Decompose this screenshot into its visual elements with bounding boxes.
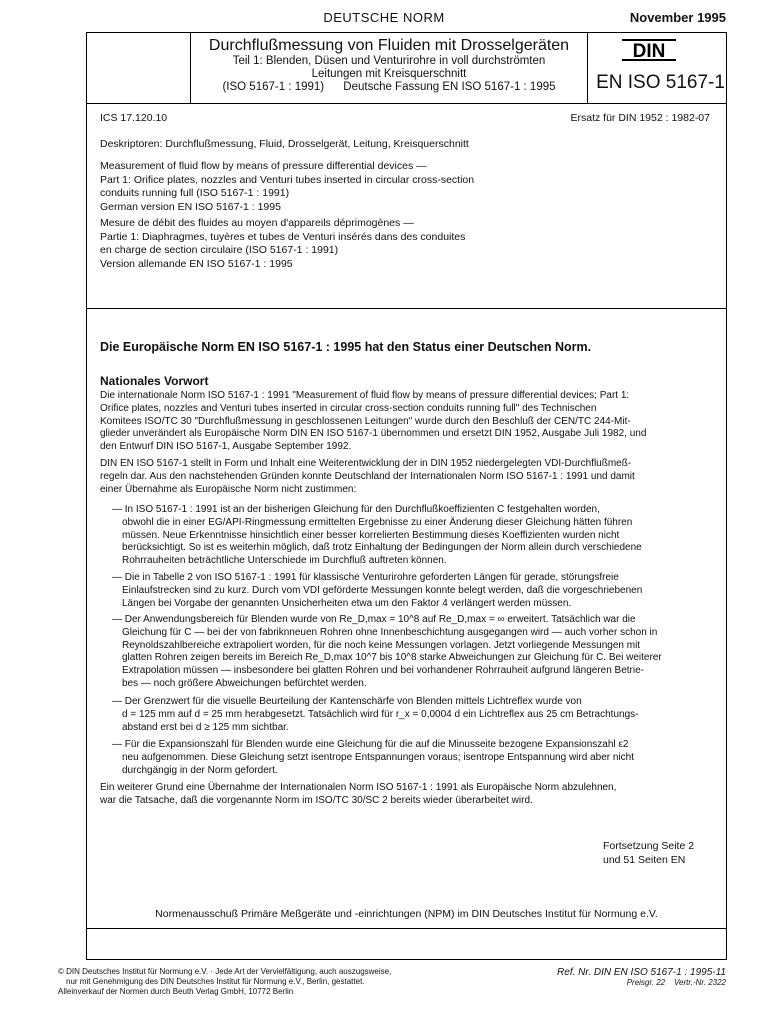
english-line: Part 1: Orifice plates, nozzles and Venturi tubes inserted in circular cross-section [100, 173, 475, 186]
list-item [112, 696, 712, 734]
text-line: den Entwurf DIN ISO 5167-1, Ausgabe September 1992. [100, 441, 352, 453]
title-sub-2: Leitungen mit Kreisquerschnitt [311, 68, 467, 80]
price-group: Preisgr. 22 [626, 978, 666, 987]
foreword-heading: Nationales Vorwort [100, 374, 209, 388]
text-line: Ein weiterer Grund eine Übernahme der Internationalen Norm ISO 5167-1 : 1991 als Europäische Norm abzulehnen, [100, 782, 617, 793]
text-line: regeln dar. Aus den nachstehenden Gründen konnte Deutschland der Internationalen Norm ISO 5167-1 : 1991 und damit [100, 470, 635, 482]
list-item [112, 572, 712, 610]
french-line: en charge de section circulaire (ISO 5167-1 : 1991) [100, 244, 339, 256]
french-line: Version allemande EN ISO 5167-1 : 1995 [100, 257, 293, 270]
text-line: Ref. Nr. DIN EN ISO 5167-1 : 1995-11 [557, 967, 726, 978]
text-line: Komitees ISO/TC 30 "Durchflußmessung in geschlossenen Leitungen" wurde durch den Beschluß der CEN/TC 244-Mit- [100, 415, 631, 427]
text-line: Einlaufstrecken sind zu kurz. Durch vom VDI geförderte Messungen konnte belegt werden, daß die vorgeschriebenen [122, 584, 643, 596]
english-title [100, 160, 710, 214]
text-line: war die Tatsache, daß die vorgenannte Norm im ISO/TC 30/SC 2 bereits wieder überarbeitet wird. [100, 794, 533, 806]
foreword-paragraph-1 [100, 390, 712, 454]
din-logo [620, 38, 678, 62]
text-line: nur mit Genehmigung des DIN Deutsches Institut für Normung e.V., Berlin, gestattet. [66, 977, 365, 986]
text-line: Orifice plates, nozzles and Venturi tubes inserted in circular cross-section conduits running full" des Technischen [100, 402, 597, 414]
text-line: Gleichung für C — bei der von fabriknneuen Rohren ohne Innenbeschichtung ausgegangen wird — auch vorher schon in [122, 626, 658, 638]
text-line: — Der Grenzwert für die visuelle Beurteilung der Kantenschärfe von Blenden mittels Lichtreflex wurde von [112, 696, 582, 707]
foreword-paragraph-3 [100, 782, 712, 808]
title-block [190, 32, 588, 104]
descriptors: Deskriptoren: Durchflußmessung, Fluid, Drosselgerät, Leitung, Kreisquerschnitt [100, 138, 469, 150]
replaces-note: Ersatz für DIN 1952 : 1982-07 [570, 112, 710, 124]
english-line: German version EN ISO 5167-1 : 1995 [100, 200, 281, 213]
document-title: Durchflußmessung von Fluiden mit Drosselgeräten [208, 37, 570, 54]
text-line: und 51 Seiten EN [603, 853, 686, 866]
reference-number [557, 967, 726, 987]
committee: Normenausschuß Primäre Meßgeräte und -einrichtungen (NPM) im DIN Deutsches Institut für Normung e.V. [155, 908, 658, 920]
text-line: — Für die Expansionszahl für Blenden wurde eine Gleichung für die auf die Minusseite bezogene Expansionszahl ε2 [112, 739, 629, 750]
text-line: Die internationale Norm ISO 5167-1 : 1991 "Measurement of fluid flow by means of pressure differential devices; Part 1: [100, 390, 630, 401]
text-line: — Die in Tabelle 2 von ISO 5167-1 : 1991 für klassische Venturirohre geforderten Längen für gerade, störungsfreie [112, 572, 619, 583]
text-line: Alleinverkauf der Normen durch Beuth Verlag GmbH, 10772 Berlin [58, 987, 294, 996]
text-line: bes — noch größere Abweichungen befürchtet werden. [122, 677, 367, 689]
divider [86, 308, 727, 309]
french-line: Partie 1: Diaphragmes, tuyères et tubes de Venturi insérés dans des conduites [100, 230, 466, 243]
text-line: Rohrrauheiten beträchtliche Unterschiede im Durchfluß auftreten können. [122, 555, 447, 567]
ics-code: ICS 17.120.10 [100, 112, 168, 124]
list-item [112, 614, 712, 691]
french-line: Mesure de débit des fluides au moyen d'appareils déprimogènes — [100, 217, 414, 229]
text-line: DIN EN ISO 5167-1 stellt in Form und Inhalt eine Weiterentwicklung der in DIN 1952 niedergelegten VDI-Durchflußmeß- [100, 458, 632, 469]
text-line: Längen bei Vorgabe der genannten Unsicherheiten etwa um den Faktor 4 verlängert werden müssen. [122, 597, 572, 609]
status-statement: Die Europäische Norm EN ISO 5167-1 : 1995 hat den Status einer Deutschen Norm. [100, 340, 592, 354]
text-line: Fortsetzung Seite 2 [603, 840, 695, 852]
list-item [112, 504, 712, 568]
english-line: Measurement of fluid flow by means of pressure differential devices — [100, 160, 427, 172]
divider [86, 928, 727, 929]
text-line: neu aufgenommen. Diese Gleichung setzt isentrope Entspannungen voraus; isentrope Entspannung wird aber nicht [122, 751, 634, 763]
text-line: d = 125 mm auf d = 25 mm herabgesetzt. Tatsächlich wird für r_x = 0,0004 d ein Lichtreflex aus 25 cm Betrachtungs- [122, 708, 639, 720]
text-line: durchgängig in der Norm gefordert. [122, 764, 278, 776]
text-line: obwohl die in einer EG/API-Ringmessung ermittelten Ergebnisse zu einer Änderung dieser Gleichung hätten führen [122, 516, 633, 528]
text-line: berücksichtigt. So ist es weiterhin möglich, daß trotz Einhaltung der Bedingungen der Norm allein durch verschiedene [122, 542, 642, 554]
continuation-note [603, 840, 694, 867]
english-line: conduits running full (ISO 5167-1 : 1991) [100, 187, 290, 199]
text-line: einer Übernahme als Europäische Norm nicht zustimmen: [100, 483, 357, 495]
title-sub-1: Teil 1: Blenden, Düsen und Venturirohre in voll durchströmten [232, 55, 546, 67]
din-logo-text: DIN [632, 41, 666, 62]
text-line: Extrapolation müssen — insbesondere bei glatten Rohren und bei vorhandener Rohrrauheit aufgrund längeren Betrie- [122, 665, 644, 677]
text-line: abstand erst bei d ≥ 125 mm sichtbar. [122, 721, 289, 733]
foreword-paragraph-2 [100, 458, 712, 496]
french-title [100, 217, 710, 271]
standard-number: EN ISO 5167-1 [596, 72, 725, 93]
text-line: müssen. Neue Erkenntnisse hinsichtlich einer besser korrelierten Bestimmung dieses Koeffizienten wurden nicht [122, 529, 620, 541]
sales-number: Vertr.-Nr. 2322 [673, 978, 726, 987]
text-line: glieder unverändert als Europäische Norm DIN EN ISO 5167-1 übernommen und ersetzt DIN 1952, Ausgabe Juli 1982, und [100, 428, 647, 440]
list-item [112, 739, 712, 777]
standard-type: DEUTSCHE NORM [323, 10, 445, 25]
title-sub-3: (ISO 5167-1 : 1991) Deutsche Fassung EN ISO 5167-1 : 1995 [222, 81, 556, 93]
text-line: glatten Rohren zeigen bereits im Bereich Re_D,max 10^7 bis 10^8 starke Abweichungen zur Gleichung für C. Bei weiterer [122, 652, 662, 664]
publication-date: November 1995 [629, 10, 726, 25]
text-line: © DIN Deutsches Institut für Normung e.V. · Jede Art der Vervielfältigung, auch auszugsweise, [58, 967, 392, 976]
copyright-notice [58, 967, 478, 997]
text-line: Reynoldszahlbereiche extrapoliert worden, für die noch keine Messungen vorlagen. Jetzt vorliegende Messungen mit [122, 639, 641, 651]
text-line: — Der Anwendungsbereich für Blenden wurde von Re_D,max = 10^8 auf Re_D,max = ∞ erweitert. Tatsächlich war die [112, 614, 636, 625]
text-line: — In ISO 5167-1 : 1991 ist an der bisherigen Gleichung für den Durchflußkoeffizienten C festgehalten worden, [112, 504, 600, 515]
